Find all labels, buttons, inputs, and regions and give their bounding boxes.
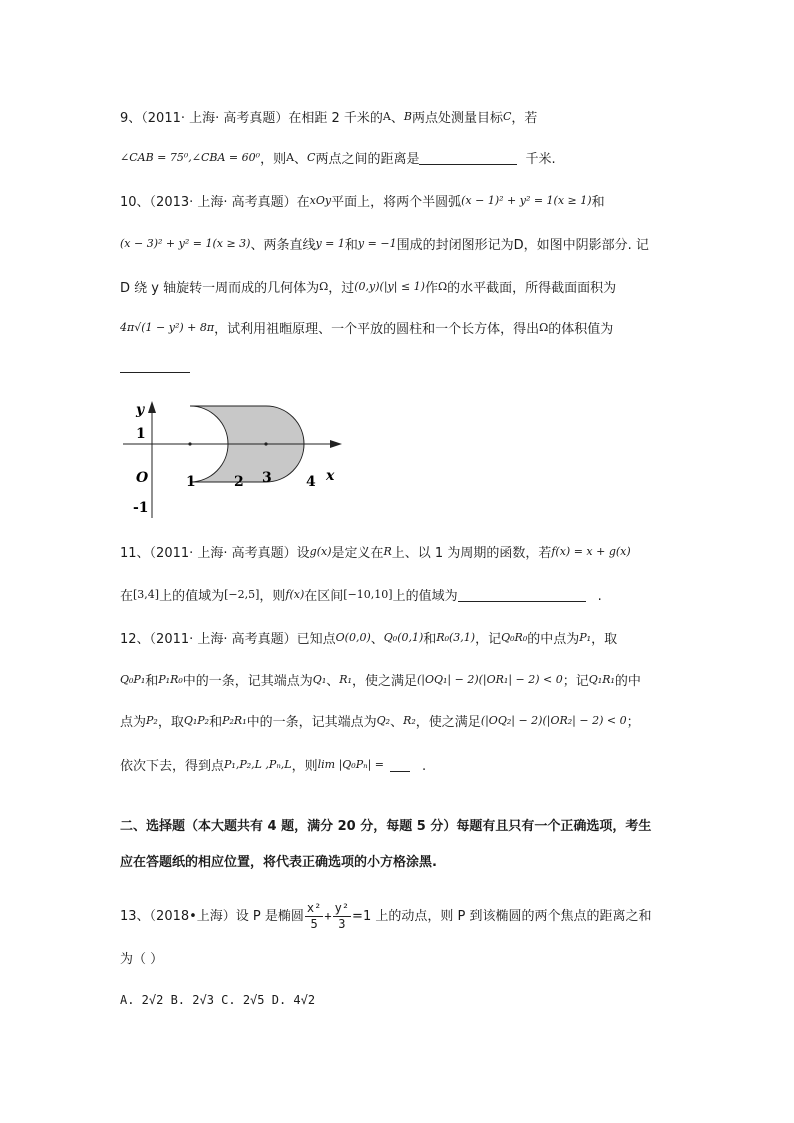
tick-point-1 <box>188 442 191 445</box>
q10-line-1: 10、（2013· 上海· 高考真题）在xOy平面上，将两个半圆弧(x − 1)² + y² = 1(x ≥ 1)和 <box>120 194 605 210</box>
q11-answer-blank <box>458 587 586 602</box>
q13-line-2: 为（ ） <box>120 952 164 967</box>
q10-figure <box>118 396 348 526</box>
origin-label: O <box>136 470 149 486</box>
q12-inequality-1: (|OQ₁| − 2)(|OR₁| − 2) < 0 <box>416 673 563 686</box>
q13-line-1: 13、（2018•上海）设 P 是椭圆 $\frac{\text{x²}}{5}$ + $\frac{\text{y²}}{3}$ =1 上的动点，则 P 到该椭圆的两个焦点的距离之和 <box>120 901 652 931</box>
x-tick-1: 1 <box>186 474 196 490</box>
x-axis-arrow <box>330 440 342 448</box>
q11-function: f(x) = x + g(x) <box>551 545 631 558</box>
x-axis-label: x <box>326 468 335 484</box>
x-tick-2: 2 <box>234 474 244 490</box>
q12-inequality-2: (|OQ₂| − 2)(|OR₂| − 2) < 0 <box>480 714 627 727</box>
q9-line-1: 9、（2011· 上海· 高考真题）在相距 2 千米的A、B两点处测量目标C，若 <box>120 110 538 126</box>
q12-line-4: 依次下去，得到点P₁,P₂,L ,Pₙ,L，则lim |Q₀Pₙ| = . <box>120 758 427 774</box>
y-axis-arrow <box>148 401 156 413</box>
q11-line-2: 在[3,4]上的值域为[−2,5]，则f(x)在区间[−10,10]上的值域为 . <box>120 588 602 604</box>
y-axis-label: y <box>136 402 145 418</box>
q9-answer-blank <box>419 150 517 165</box>
q9-point-c: C <box>503 110 512 123</box>
q9-point-b: B <box>403 110 412 123</box>
section2-line-2: 应在答题纸的相应位置，将代表正确选项的小方格涂黑. <box>120 855 437 870</box>
x-tick-3: 3 <box>262 470 272 486</box>
q10-line-2: (x − 3)² + y² = 1(x ≥ 3)、两条直线y = 1和y = −1围成的封闭图形记为D，如图中阴影部分. 记 <box>120 237 649 253</box>
q12-line-3: 点为P₂，取Q₁P₂和P₂R₁中的一条，记其端点为Q₂、R₂，使之满足(|OQ₂| − 2)(|OR₂| − 2) < 0； <box>120 714 640 730</box>
q10-answer-blank <box>120 358 190 373</box>
q9-angles: ∠CAB = 75⁰,∠CBA = 60⁰ <box>120 151 261 164</box>
q11-line-1: 11、（2011· 上海· 高考真题）设g(x)是定义在R上、以 1 为周期的函数，若f(x) = x + g(x) <box>120 545 631 561</box>
q13-fraction-y: $\frac{\text{y²}}{3}$ <box>334 901 350 931</box>
q12-line-2: Q₀P₁和P₁R₀中的一条，记其端点为Q₁、R₁，使之满足(|OQ₁| − 2)(|OR₁| − 2) < 0；记Q₁R₁的中 <box>120 673 641 689</box>
q13-fraction-x: $\frac{\text{x²}}{5}$ <box>306 901 322 931</box>
q9-point-a: A <box>382 110 391 123</box>
q10-answer-blank-line <box>120 358 190 378</box>
y-tick-minus-1: -1 <box>133 500 149 516</box>
tick-point-3 <box>264 442 267 445</box>
y-tick-1: 1 <box>136 426 146 442</box>
q12-answer-blank <box>390 757 410 772</box>
q12-limit: lim |Q₀Pₙ| = <box>317 758 384 771</box>
q10-arc1: (x − 1)² + y² = 1(x ≥ 1) <box>461 194 592 207</box>
q9-line-2: ∠CAB = 75⁰,∠CBA = 60⁰，则A、C两点之间的距离是 千米. <box>120 151 556 167</box>
q10-line-3: D 绕 y 轴旋转一周而成的几何体为Ω，过(0,y)(|y| ≤ 1)作Ω的水平截面，所得截面面积为 <box>120 280 617 296</box>
q10-line-4: 4π√(1 − y²) + 8π，试利用祖暅原理、一个平放的圆柱和一个长方体，得出Ω的体积值为 <box>120 321 614 337</box>
section2-line-1: 二、选择题（本大题共有 4 题，满分 20 分，每题 5 分）每题有且只有一个正确选项，考生 <box>120 819 652 834</box>
q10-condition: (0,y)(|y| ≤ 1) <box>354 280 425 293</box>
q10-arc2: (x − 3)² + y² = 1(x ≥ 3) <box>120 237 251 250</box>
x-tick-4: 4 <box>306 474 316 490</box>
q12-line-1: 12、（2011· 上海· 高考真题）已知点O(0,0)、Q₀(0,1)和R₀(3,1)，记Q₀R₀的中点为P₁，取 <box>120 631 618 647</box>
q10-area: 4π√(1 − y²) + 8π <box>120 321 215 334</box>
q13-options: A. 2√2 B. 2√3 C. 2√5 D. 4√2 <box>120 993 316 1007</box>
